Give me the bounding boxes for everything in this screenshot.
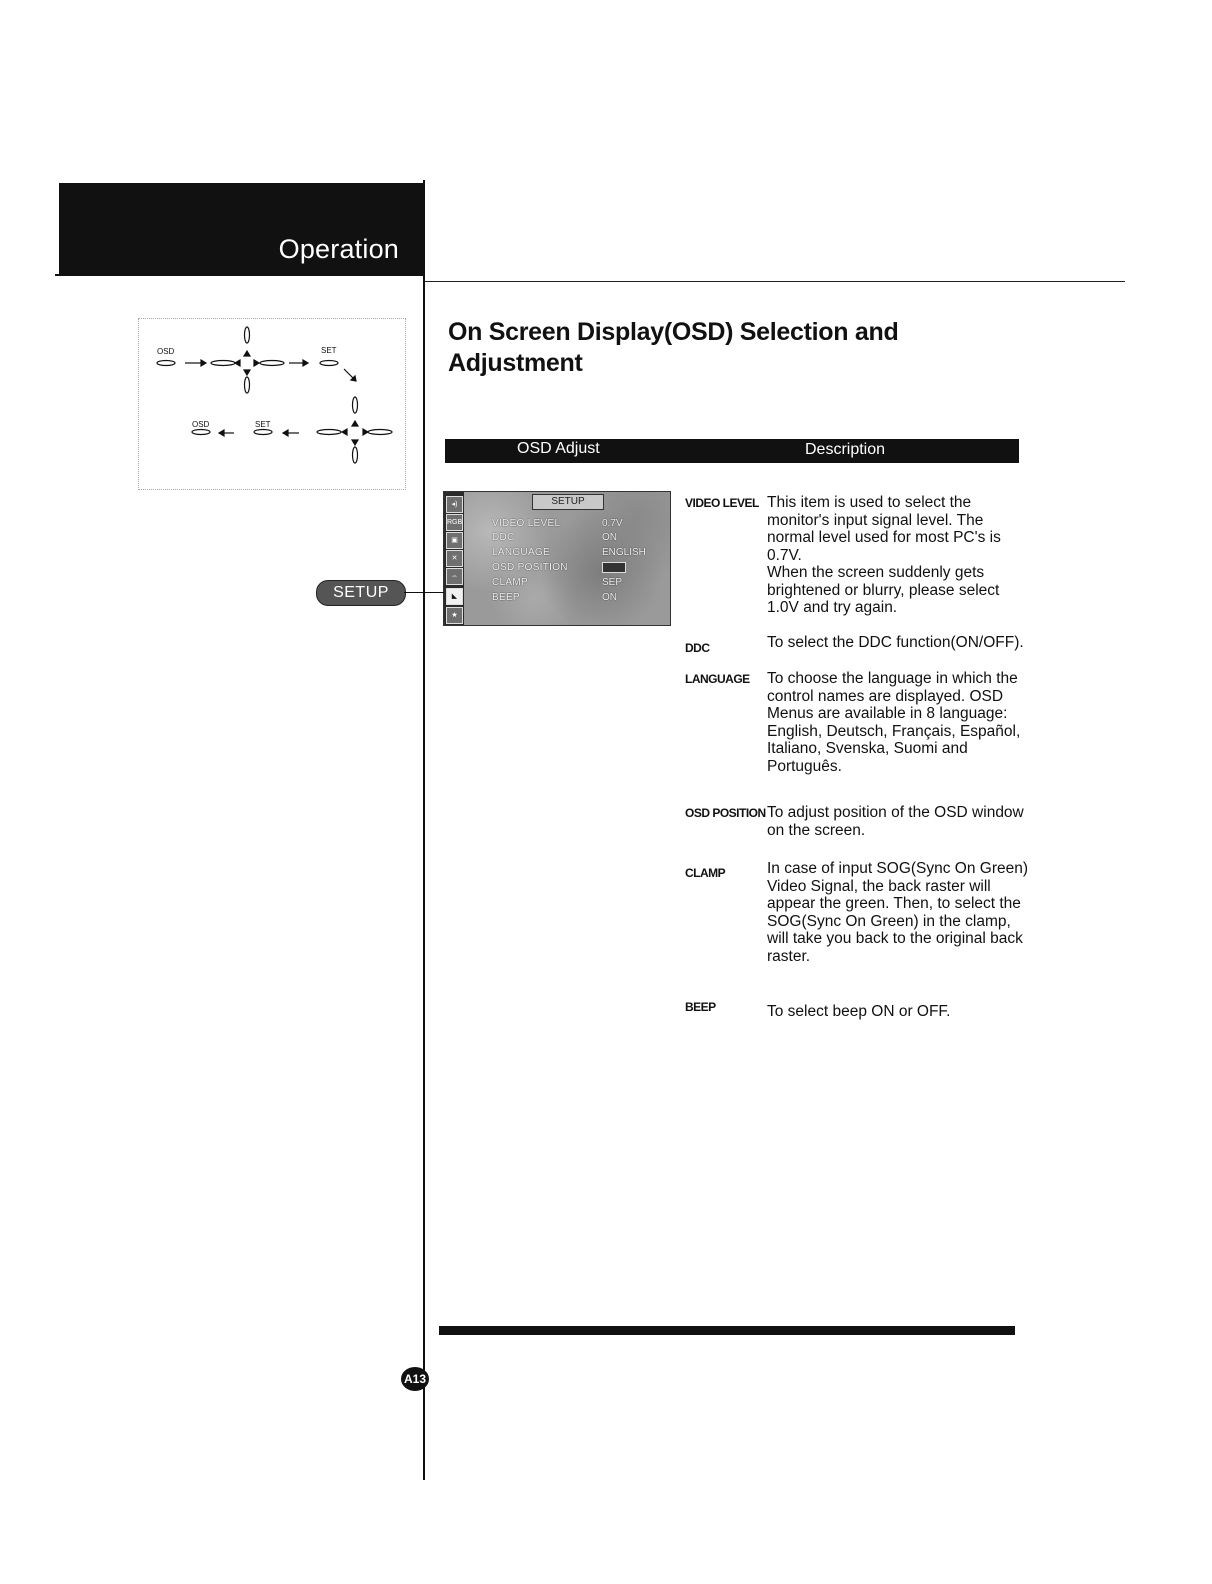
osd-button-label-2: OSD [192, 420, 210, 429]
set-button-label: SET [321, 346, 337, 355]
osd-row-label: DDC [492, 532, 515, 543]
page-number-badge: A13 [401, 1367, 429, 1391]
star-icon: ★ [446, 607, 463, 624]
osd-position-indicator [602, 562, 626, 573]
term-beep: BEEP [685, 1000, 716, 1014]
osd-row-value: ON [602, 532, 617, 543]
button-sequence-diagram [138, 318, 406, 490]
setup-icon: ◣ [446, 588, 463, 605]
table-header [445, 439, 1019, 463]
osd-row-value: ON [602, 592, 617, 603]
sound-icon: ◂) [446, 496, 463, 513]
page-title: On Screen Display(OSD) Selection and Adjustment [448, 318, 899, 377]
osd-row-value: SEP [602, 577, 623, 588]
section-title: Operation [278, 234, 399, 264]
osd-row-value: ENGLISH [602, 547, 646, 558]
rgb-icon: RGB [446, 514, 463, 531]
desc-ddc: To select the DDC function(ON/OFF). [767, 634, 1024, 651]
osd-row-label: VIDEO LEVEL [492, 518, 561, 529]
column-header-description: Description [805, 441, 886, 458]
term-video-level: VIDEO LEVEL [685, 496, 759, 510]
osd-icon-bar [444, 492, 464, 625]
term-ddc: DDC [685, 641, 710, 655]
osd-tab-setup: SETUP [532, 494, 604, 510]
setup-connector-line [404, 592, 444, 593]
term-osd-position: OSD POSITION [685, 806, 766, 820]
term-clamp: CLAMP [685, 866, 726, 880]
desc-beep: To select beep ON or OFF. [767, 1003, 951, 1020]
term-language: LANGUAGE [685, 672, 750, 686]
image-icon: ▣ [446, 532, 463, 549]
top-rule [425, 281, 1125, 282]
desc-language: To choose the language in which the control names are displayed. OSD Menus are available in 8 language: English, Deutsch, Français, Español, Italiano, Svenska, Suomi and Português. [767, 670, 1021, 775]
desc-clamp: In case of input SOG(Sync On Green) Video Signal, the back raster will appear the green. Then, to select the SOG(Sync On Green) in the clamp, will take you back to the original back raster. [767, 860, 1029, 965]
osd-row-label: LANGUAGE [492, 547, 550, 558]
geometry-icon: ✕ [446, 550, 463, 567]
osd-row-label: BEEP [492, 592, 520, 603]
osd-row-label: OSD POSITION [492, 562, 568, 573]
osd-row-label: CLAMP [492, 577, 528, 588]
button-sequence-graphic [139, 319, 405, 489]
osd-menu-screenshot [443, 491, 671, 626]
desc-video-level: This item is used to select the monitor's input signal level. The normal level used for most PC's is 0.7V. When the screen suddenly gets brightened or blurry, please select 1.0V and try again. [767, 494, 1001, 616]
header-band [59, 183, 425, 275]
column-header-osd-adjust: OSD Adjust [517, 440, 600, 457]
header-rule [55, 274, 425, 276]
size-icon: ⇔ [446, 568, 463, 585]
desc-osd-position: To adjust position of the OSD window on the screen. [767, 804, 1024, 839]
bottom-rule [439, 1326, 1015, 1335]
vertical-spine [423, 180, 425, 1480]
set-button-label-2: SET [255, 420, 271, 429]
osd-row-value: 0.7V [602, 518, 623, 529]
setup-button-label: SETUP [316, 580, 406, 606]
osd-button-label: OSD [157, 347, 175, 356]
